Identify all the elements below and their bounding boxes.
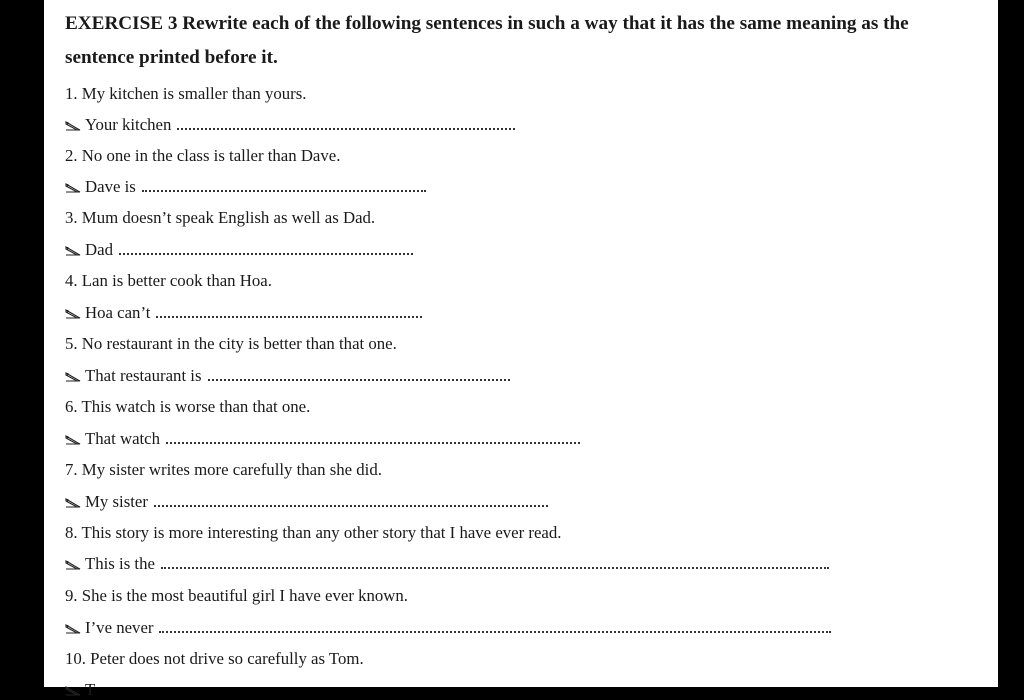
answer-blank-4[interactable] — [156, 316, 422, 318]
answer-start-10: T — [85, 680, 96, 699]
pencil-icon — [65, 183, 81, 193]
answer-line-3[interactable] — [65, 240, 413, 260]
question-2: 2. No one in the class is taller than Dave. — [65, 146, 341, 165]
answer-blank-5[interactable] — [208, 379, 510, 381]
answer-line-8[interactable] — [65, 554, 829, 574]
pencil-icon — [65, 309, 81, 319]
answer-start-3: Dad — [85, 240, 113, 259]
answer-line-2[interactable] — [65, 177, 426, 197]
answer-blank-9[interactable] — [159, 631, 831, 633]
pencil-icon — [65, 560, 81, 570]
answer-line-6[interactable] — [65, 429, 580, 449]
answer-blank-8[interactable] — [161, 567, 829, 569]
answer-line-9[interactable] — [65, 618, 831, 638]
answer-start-1: Your kitchen — [85, 115, 172, 134]
answer-start-5: That restaurant is — [85, 366, 202, 385]
worksheet-page — [44, 0, 998, 699]
exercise-heading-continued: sentence printed before it. — [65, 47, 278, 68]
pencil-icon — [65, 498, 81, 508]
question-10: 10. Peter does not drive so carefully as Tom. — [65, 649, 364, 668]
pencil-icon — [65, 246, 81, 256]
pencil-icon — [65, 624, 81, 634]
question-8: 8. This story is more interesting than any other story that I have ever read. — [65, 523, 562, 542]
question-5: 5. No restaurant in the city is better than that one. — [65, 334, 397, 353]
answer-blank-1[interactable] — [177, 128, 515, 130]
pencil-icon — [65, 686, 81, 696]
exercise-heading: EXERCISE 3 Rewrite each of the following sentences in such a way that it has the same meaning as the — [65, 13, 909, 34]
answer-line-4[interactable] — [65, 303, 422, 323]
question-6: 6. This watch is worse than that one. — [65, 397, 311, 416]
answer-blank-3[interactable] — [119, 253, 413, 255]
question-3: 3. Mum doesn’t speak English as well as Dad. — [65, 208, 376, 227]
answer-start-7: My sister — [85, 492, 148, 511]
answer-line-1[interactable] — [65, 115, 515, 135]
answer-blank-7[interactable] — [154, 505, 548, 507]
question-4: 4. Lan is better cook than Hoa. — [65, 271, 272, 290]
pencil-icon — [65, 435, 81, 445]
question-1: 1. My kitchen is smaller than yours. — [65, 84, 307, 103]
answer-line-7[interactable] — [65, 492, 548, 512]
answer-start-2: Dave is — [85, 177, 136, 196]
answer-start-9: I’ve never — [85, 618, 154, 637]
pencil-icon — [65, 372, 81, 382]
answer-blank-2[interactable] — [142, 190, 426, 192]
question-7: 7. My sister writes more carefully than she did. — [65, 460, 382, 479]
pencil-icon — [65, 121, 81, 131]
question-9: 9. She is the most beautiful girl I have ever known. — [65, 586, 409, 605]
answer-line-10[interactable] — [65, 680, 95, 700]
answer-start-4: Hoa can’t — [85, 303, 151, 322]
answer-blank-6[interactable] — [166, 442, 580, 444]
answer-line-5[interactable] — [65, 366, 510, 386]
answer-start-6: That watch — [85, 429, 161, 448]
answer-start-8: This is the — [85, 554, 155, 573]
